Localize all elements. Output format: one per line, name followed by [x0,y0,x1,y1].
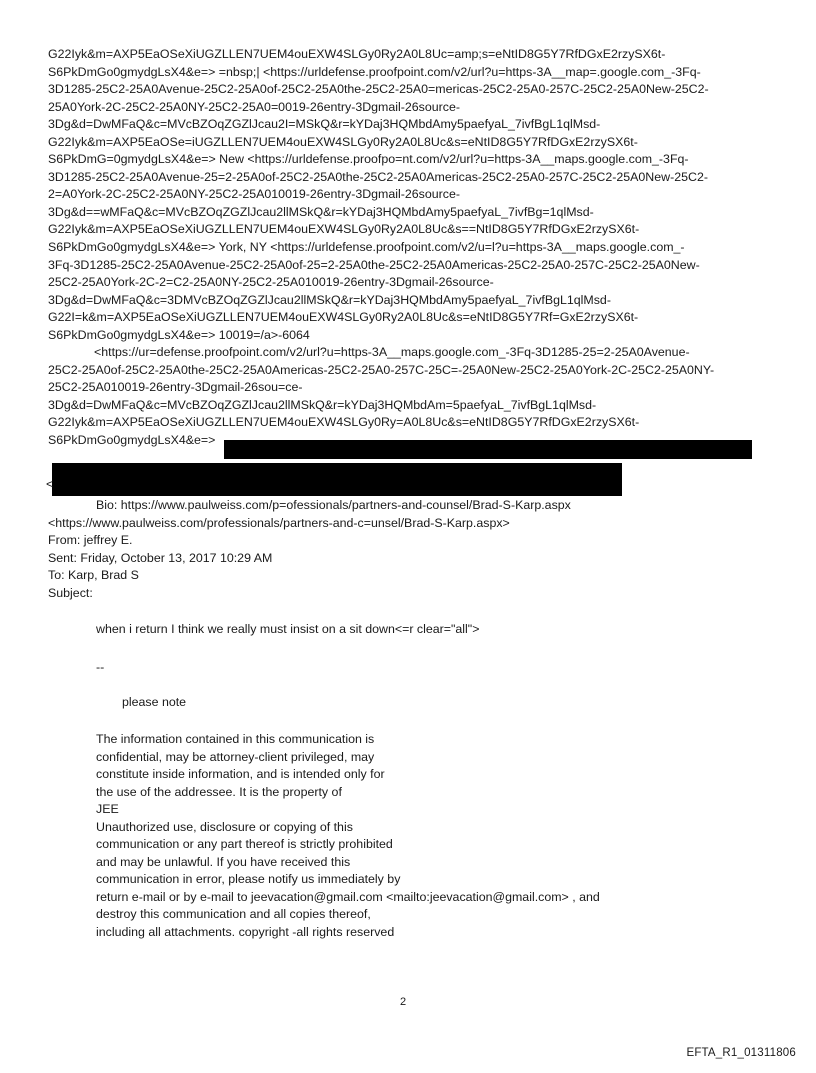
disclaimer-line: confidential, may be attorney-client privileged, may [96,749,375,764]
url-line-indented: <https://ur=defense.proofpoint.com/v2/url?u=https-3A__maps.google.com_-3Fq-3D1285-25=2-25A0Avenue- [94,345,690,360]
disclaimer-line: Unauthorized use, disclosure or copying of this [96,819,353,834]
bio-line: Bio: https://www.paulweiss.com/p=ofessionals/partners-and-counsel/Brad-S-Karp.aspx [96,498,571,512]
url-line: 3Dg&d==wMFaQ&c=MVcBZOqZGZlJcau2llMSkQ&r=kYDaj3HQMbdAmy5paefyaL_7ivfBg=1qlMsd- [48,204,594,219]
url-line: 25A0York-2C-25C2-25A0NY-25C2-25A0=0019-26entry-3Dgmail-26source- [48,99,460,114]
disclaimer-line: JEE [96,802,119,817]
url-line: 25C2-25A010019-26entry-3Dgmail-26sou=ce- [48,380,303,395]
url-line: S6PkDmGo0gmydgLsX4&e=> York, NY <https://urldefense.proofpoint.com/v2/u=l?u=https-3A__maps.google.com_- [48,240,685,255]
url-line: S6PkDmG=0gmydgLsX4&e=> New <https://urldefense.proofpo=nt.com/v2/url?u=https-3A__maps.google.com_-3Fq- [48,152,689,167]
disclaimer-line: constitute inside information, and is intended only for [96,767,385,782]
url-line: G22Iyk&m=AXP5EaOSeXiUGZLLEN7UEM4ouEXW4SLGy0Ry=A0L8Uc&s=eNtID8G5Y7RfDGxE2rzySX6t- [48,415,640,430]
url-line: G22Iyk&m=AXP5EaOSe=iUGZLLEN7UEM4ouEXW4SLGy0Ry2A0L8Uc&s=eNtID8G5Y7RfDGxE2rzySX6t- [48,134,638,149]
disclaimer-line: the use of the addressee. It is the property of [96,784,342,799]
bio-url-line: <https://www.paulweiss.com/professionals/partners-and-c=unsel/Brad-S-Karp.aspx> [48,516,510,530]
disclaimer-line: destroy this communication and all copies thereof, [96,907,371,922]
message-line: when i return I think we really must insist on a sit down<=r clear="all"> [96,622,480,636]
url-line: 3Dg&d=DwMFaQ&c=3DMVcBZOqZGZlJcau2llMSkQ&r=kYDaj3HQMbdAmy5paefyaL_7ivfBgL1qlMsd- [48,292,611,307]
redaction-bar [52,463,622,496]
disclaimer-line: communication or any part thereof is strictly prohibited [96,837,393,852]
url-block [48,46,773,450]
disclaimer-line: including all attachments. copyright -all rights reserved [96,925,395,940]
url-line: 2=A0York-2C-25C2-25A0NY-25C2-25A010019-26entry-3Dgmail-26source- [48,187,460,202]
url-line: 3Dg&d=DwMFaQ&c=MVcBZOqZGZlJcau2I=MSkQ&r=kYDaj3HQMbdAmy5paefyaL_7ivfBgL1qlMsd- [48,117,601,132]
url-line: 3D1285-25C2-25A0Avenue-25=2-25A0of-25C2-25A0the-25C2-25A0Americas-25C2-25A0-257C-25C2-25A0New-25C2- [48,169,708,184]
url-line: S6PkDmGo0gmydgLsX4&e=> [48,433,216,448]
url-line: S6PkDmGo0gmydgLsX4&e=> =nbsp;| <https://urldefense.proofpoint.com/v2/url?u=https-3A__map=.google.com_-3Fq- [48,64,701,79]
email-from: From: jeffrey E. [48,533,133,547]
email-to: To: Karp, Brad S [48,568,139,582]
url-line: G22I=k&m=AXP5EaOSeXiUGZLLEN7UEM4ouEXW4SLGy0Ry2A0L8Uc&s=eNtID8G5Y7Rf=GxE2rzySX6t- [48,310,639,325]
signature-separator: -- [96,660,105,674]
url-line: 25C2-25A0of-25C2-25A0the-25C2-25A0Americas-25C2-25A0-257C-25C=-25A0New-25C2-25A0York-2C-25C2-25A0NY- [48,362,715,377]
redaction-fragment: < [46,477,54,491]
url-line: G22Iyk&m=AXP5EaOSeXiUGZLLEN7UEM4ouEXW4SLGy0Ry2A0L8Uc=amp;s=eNtID8G5Y7RfDGxE2rzySX6t- [48,47,666,61]
url-line: G22Iyk&m=AXP5EaOSeXiUGZLLEN7UEM4ouEXW4SLGy0Ry2A0L8Uc&s==NtID8G5Y7RfDGxE2rzySX6t- [48,222,640,237]
bates-number: EFTA_R1_01311806 [686,1047,796,1059]
page-number: 2 [400,996,407,1008]
email-sent: Sent: Friday, October 13, 2017 10:29 AM [48,551,273,565]
please-note: please note [122,695,187,709]
disclaimer-line: The information contained in this communication is [96,732,375,746]
url-line: 3D1285-25C2-25A0Avenue-25C2-25A0of-25C2-25A0the-25C2-25A0=mericas-25C2-25A0-257C-25C2-25A0New-25C2- [48,82,709,97]
url-line: 25C2-25A0York-2C-2=C2-25A0NY-25C2-25A010019-26entry-3Dgmail-26source- [48,275,494,290]
url-line: S6PkDmGo0gmydgLsX4&e=> 10019=/a>-6064 [48,327,310,342]
disclaimer-line: and may be unlawful. If you have received this [96,854,351,869]
email-subject: Subject: [48,586,93,600]
disclaimer-line: communication in error, please notify us immediately by [96,872,401,887]
url-line: 3Dg&d=DwMFaQ&c=MVcBZOqZGZlJcau2llMSkQ&r=kYDaj3HQMbdAm=5paefyaL_7ivfBgL1qlMsd- [48,397,597,412]
redaction-bar [224,440,752,459]
url-line: 3Fq-3D1285-25C2-25A0Avenue-25C2-25A0of-25=2-25A0the-25C2-25A0Americas-25C2-25A0-257C-25C2-25A0New- [48,257,700,272]
disclaimer-block [96,731,600,942]
disclaimer-line: return e-mail or by e-mail to jeevacation@gmail.com <mailto:jeevacation@gmail.com> , and [96,889,600,904]
